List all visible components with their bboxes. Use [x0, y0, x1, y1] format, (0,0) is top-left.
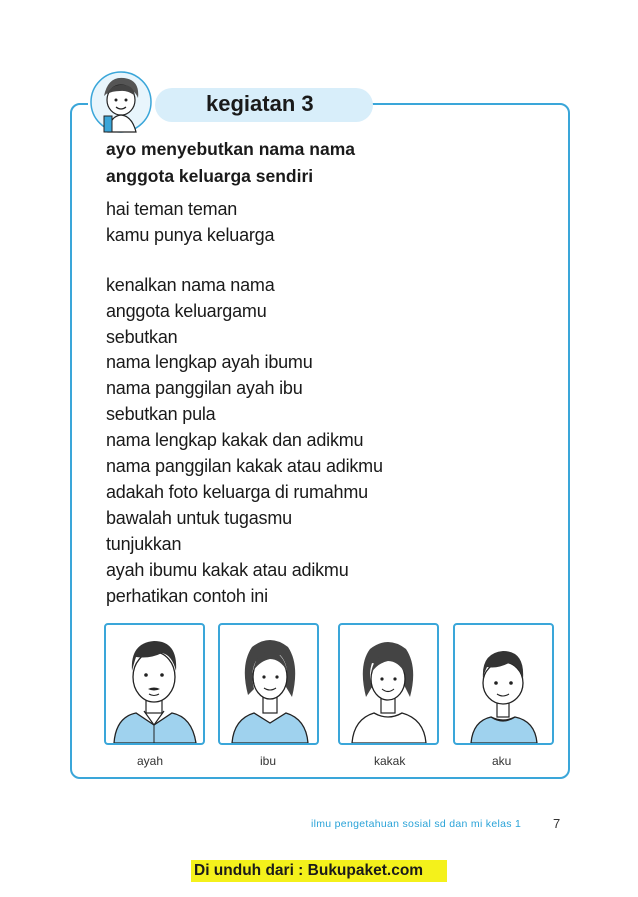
body-line: tunjukkan [106, 534, 182, 554]
student-avatar-icon [90, 70, 152, 134]
body-line: bawalah untuk tugasmu [106, 508, 292, 528]
sibling-illustration-icon [340, 625, 437, 743]
caption-ibu: ibu [260, 754, 277, 768]
body-line: kenalkan nama nama [106, 275, 275, 295]
child-illustration-icon [455, 625, 552, 743]
caption-ayah: ayah [137, 754, 164, 768]
family-card-aku [453, 623, 554, 745]
activity-title: kegiatan 3 [206, 91, 314, 116]
body-line: sebutkan pula [106, 404, 216, 424]
body-line: anggota keluargamu [106, 301, 267, 321]
family-card-ibu [218, 623, 319, 745]
family-card-ayah [104, 623, 205, 745]
page-number: 7 [553, 816, 561, 831]
family-card-kakak [338, 623, 439, 745]
body-line: sebutkan [106, 327, 178, 347]
caption-aku: aku [492, 754, 512, 768]
body-line: kamu punya keluarga [106, 225, 275, 245]
body-line: nama panggilan kakak atau adikmu [106, 456, 383, 476]
activity-heading-line-1: ayo menyebutkan nama nama [106, 139, 355, 159]
mother-illustration-icon [220, 625, 319, 743]
book-title-footer: ilmu pengetahuan sosial sd dan mi kelas 1 [311, 818, 522, 830]
body-line: perhatikan contoh ini [106, 586, 268, 606]
body-line: hai teman teman [106, 199, 238, 219]
father-illustration-icon [106, 625, 203, 743]
caption-kakak: kakak [374, 754, 406, 768]
activity-heading-line-2: anggota keluarga sendiri [106, 166, 314, 186]
body-line: nama panggilan ayah ibu [106, 378, 303, 398]
download-banner-text: Di unduh dari : Bukupaket.com [194, 862, 424, 879]
body-line: ayah ibumu kakak atau adikmu [106, 560, 349, 580]
body-line: nama lengkap ayah ibumu [106, 352, 313, 372]
body-line: nama lengkap kakak dan adikmu [106, 430, 364, 450]
body-line: adakah foto keluarga di rumahmu [106, 482, 368, 502]
